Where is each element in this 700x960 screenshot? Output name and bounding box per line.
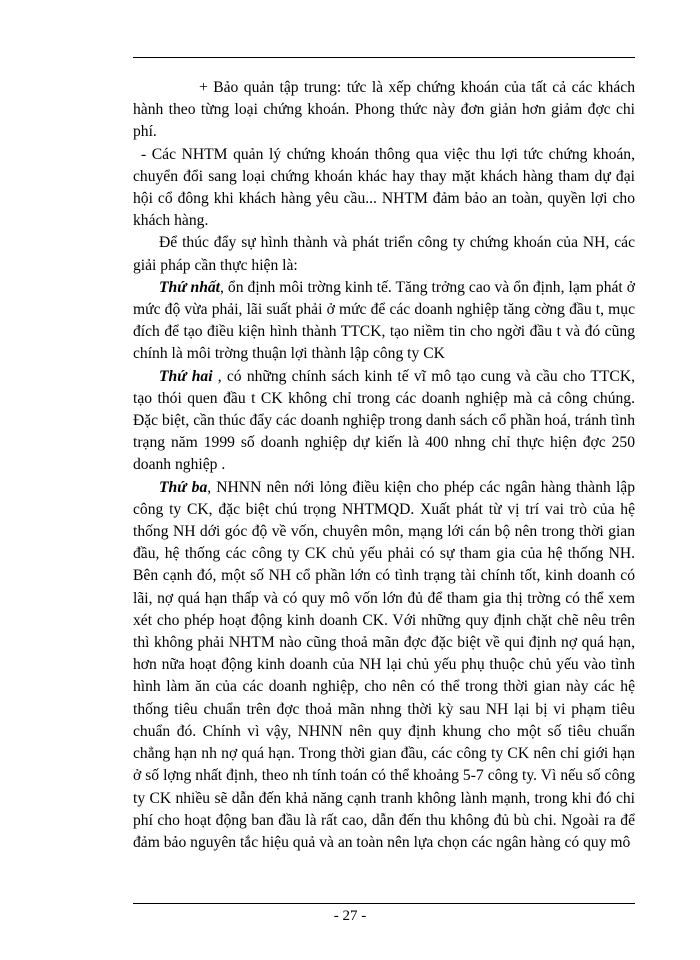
paragraph-lead: Thứ ba xyxy=(159,478,208,496)
page-number: - 27 - xyxy=(333,908,367,924)
body-text xyxy=(133,77,635,854)
paragraph-text: + Bảo quản tập trung: tức là xếp chứng khoán của tất cả các khách hành theo từng loại chứng khoán. Phong thức này đơn giản hơn giảm đợc chi phí. xyxy=(133,79,635,141)
paragraph-third-solution xyxy=(133,477,635,854)
paragraph-text: - Các NHTM quản lý chứng khoán thông qua việc thu lợi tức chứng khoán, chuyển đổi sang loại chứng khoán khác hay thay mặt khách hàng tham dự đại hội cổ đông khi khách hàng yêu cầu... NHTM đảm bảo an toàn, quyền lợi cho khách hàng. xyxy=(133,145,635,230)
paragraph-lead: Thứ nhất xyxy=(159,278,221,296)
paragraph-lead: Thứ hai xyxy=(159,367,213,385)
paragraph-text: , có những chính sách kinh tế vĩ mô tạo cung và cầu cho TTCK, tạo thói quen đầu t CK không chỉ trong các doanh nghiệp mà cả công chúng. Đặc biệt, cần thúc đẩy các doanh nghiệp trong danh sách cổ phần hoá, tránh tình trạng năm 1999 số doanh nghiệp dự kiến là 400 nhng chỉ thực hiện đợc 250 doanh nghiệp . xyxy=(133,367,635,474)
paragraph-securities-management xyxy=(133,144,635,233)
paragraph-text: , NHNN nên nới lỏng điều kiện cho phép các ngân hàng thành lập công ty CK, đặc biệt chú trọng NHTMQD. Xuất phát từ vị trí vai trò của hệ thống NH dới góc độ về vốn, chuyên môn, mạng lới cán bộ nên trong thời gian đầu, hệ thống các công ty CK chủ yếu phải có sự tham gia của hệ thống NH. Bên cạnh đó, một số NH cổ phần lớn có tình trạng tài chính tốt, kinh doanh có lãi, nợ quá hạn thấp và có quy mô vốn lớn đủ để tham gia thị trờng có thể xem xét cho phép hoạt động kinh doanh CK. Với những quy định chặt chẽ nêu trên thì không phải NHTM nào cũng thoả mãn đợc đặc biệt về qui định nợ quá hạn, hơn nữa hoạt động kinh doanh của NH lại chủ yếu phụ thuộc chủ yếu vào tình hình làm ăn của các doanh nghiệp, cho nên có thể trong thời gian này các hệ thống tiêu chuẩn trên đợc thoả mãn nhng thời kỳ sau NH lại bị vi phạm tiêu chuẩn đó. Chính vì vậy, NHNN nên quy định khung cho một số tiêu chuẩn chẳng hạn nh nợ quá hạn. Trong thời gian đầu, các công ty CK nên chỉ giới hạn ở số lợng nhất định, theo nh tính toán có thể khoảng 5-7 công ty. Vì nếu số công ty CK nhiều sẽ dẫn đến khả năng cạnh tranh không lành mạnh, trong khi đó chi phí cho hoạt động ban đầu là rất cao, dẫn đến thu không đủ bù chi. Ngoài ra để đảm bảo nguyên tắc hiệu quả và an toàn nên lựa chọn các ngân hàng có quy mô xyxy=(133,478,635,851)
paragraph-text: , ổn định môi trờng kinh tế. Tăng trởng cao và ổn định, lạm phát ở mức độ vừa phải, lãi suất phải ở mức để các doanh nghiệp tăng cờng đầu t, mục đích để tạo điều kiện hình thành TTCK, tạo niềm tin cho ngời đầu t và đó cũng chính là môi trờng thuận lợi thành lập công ty CK xyxy=(133,278,635,363)
paragraph-second-solution xyxy=(133,366,635,477)
paragraph-centralized-storage xyxy=(133,77,635,144)
paragraph-first-solution xyxy=(133,277,635,366)
header-rule xyxy=(133,57,635,58)
footer-rule xyxy=(133,903,635,904)
paragraph-solutions-intro xyxy=(133,232,635,276)
paragraph-text: Để thúc đẩy sự hình thành và phát triển công ty chứng khoán của NH, các giải pháp cần thực hiện là: xyxy=(133,234,635,274)
